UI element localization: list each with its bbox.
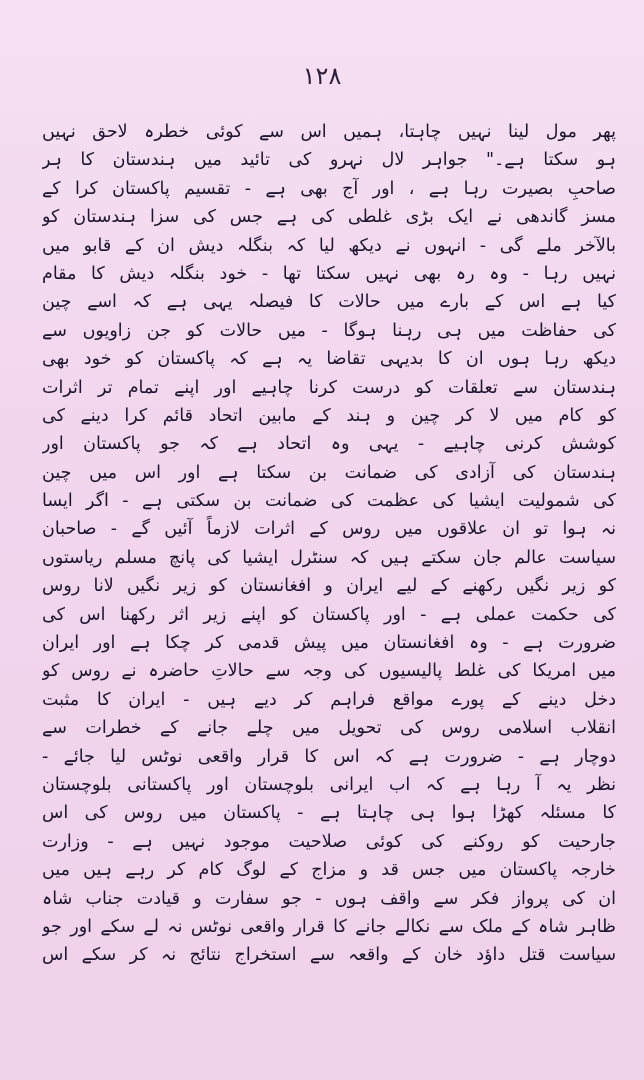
text-line: نہ ہوا تو ان علاقوں میں روس کے اثرات لازماً آئیں گے - صاحبان <box>42 519 616 540</box>
text-line: میں امریکا کی غلط پالیسیوں کی وجہ سے حالاتِ حاضرہ نے روس کو <box>42 661 616 682</box>
text-line: سیاست قتل داؤد خان کے واقعہ سے استخراج نتائج نہ کر سکے اس <box>42 945 616 966</box>
text-line: کوشش کرنی چاہیے - یہی وہ اتحاد ہے کہ جو پاکستان اور <box>42 434 616 455</box>
text-line: دوچار ہے - ضرورت ہے کہ اس کا قرار واقعی نوٹس لیا جائے - <box>42 746 616 767</box>
text-line: دیکھ رہا ہوں ان کا بدیہی تقاضا یہ ہے کہ پاکستان کو خود بھی <box>42 349 616 370</box>
text-line: انقلاب اسلامی روس کی تحویل میں چلے جانے کے خطرات سے <box>42 718 616 739</box>
text-line: صاحبِ بصیرت رہا ہے ، اور آج بھی ہے - تقسیم پاکستان کرا کے <box>42 178 616 199</box>
text-line: کی شمولیت ایشیا کی عظمت کی ضمانت بن سکتی ہے - اگر ایسا <box>42 491 616 512</box>
body-text <box>42 118 616 970</box>
text-line: ہندستان سے تعلقات کو درست کرنا چاہیے اور اپنے تمام تر اثرات <box>42 377 616 398</box>
text-line: کو کام میں لا کر چین و ہند کے مابین اتحاد قائم کرا دینے کی <box>42 405 616 426</box>
text-line: کی حکمت عملی ہے - اور پاکستان کو اپنے زیر اثر رکھنا اس کی <box>42 604 616 625</box>
text-line: بالآخر ملے گی - انہوں نے دیکھ لیا کہ بنگلہ دیش ان کے قابو میں <box>42 235 616 256</box>
text-line: ہو سکتا ہے۔" جواہر لال نہرو کی تائید میں ہندستان کا ہر <box>42 150 616 171</box>
text-line: جارحیت کو روکنے کی کوئی صلاحیت موجود نہیں ہے - وزارت <box>42 831 616 852</box>
text-line: نہیں رہا - وہ رہ بھی نہیں سکتا تھا - خود بنگلہ دیش کا مقام <box>42 263 616 284</box>
text-line: ان کی پرواز فکر سے واقف ہوں - جو سفارت و قیادت جناب شاہ <box>42 888 616 909</box>
text-line: مسز گاندھی نے ایک بڑی غلطی کی ہے جس کی سزا ہندستان کو <box>42 207 616 228</box>
page-number: ١٢٨ <box>302 62 342 90</box>
text-line: کا مسئلہ کھڑا ہوا ہی چاہتا ہے - پاکستان میں روس کی اس <box>42 803 616 824</box>
text-line: کی حفاظت میں ہی رہنا ہوگا - میں حالات کو جن زاویوں سے <box>42 320 616 341</box>
text-line: ظاہر شاہ کے ملک سے نکالے جانے کا قرار واقعی نوٹس نہ لے سکے اور جو <box>42 916 616 937</box>
text-line: دخل دینے کے پورے مواقع فراہم کر دیے ہیں - ایران کا مثبت <box>42 689 616 710</box>
text-line: ہندستان کی آزادی کی ضمانت بن سکتا ہے اور اس میں چین <box>42 462 616 483</box>
text-line: خارجہ پاکستان میں جس قد و مزاج کے لوگ کام کر رہے ہیں میں <box>42 860 616 881</box>
text-line: کیا ہے اس کے بارے میں حالات کا فیصلہ یہی ہے کہ اسے چین <box>42 292 616 313</box>
text-line: نظر یہ آ رہا ہے کہ اب ایرانی بلوچستان اور پاکستانی بلوچستان <box>42 774 616 795</box>
text-line: سیاست عالم جان سکتے ہیں کہ سنٹرل ایشیا کی پانچ مسلم ریاستوں <box>42 547 616 568</box>
text-line: ضرورت ہے - وہ افغانستان میں پیش قدمی کر چکا ہے اور ایران <box>42 633 616 654</box>
text-line: کو زیر نگیں رکھنے کے لیے ایران و افغانستان کو زیر نگیں لانا روس <box>42 576 616 597</box>
text-line: پھر مول لینا نہیں چاہتا، ہمیں اس سے کوئی خطرہ لاحق نہیں <box>42 122 616 142</box>
